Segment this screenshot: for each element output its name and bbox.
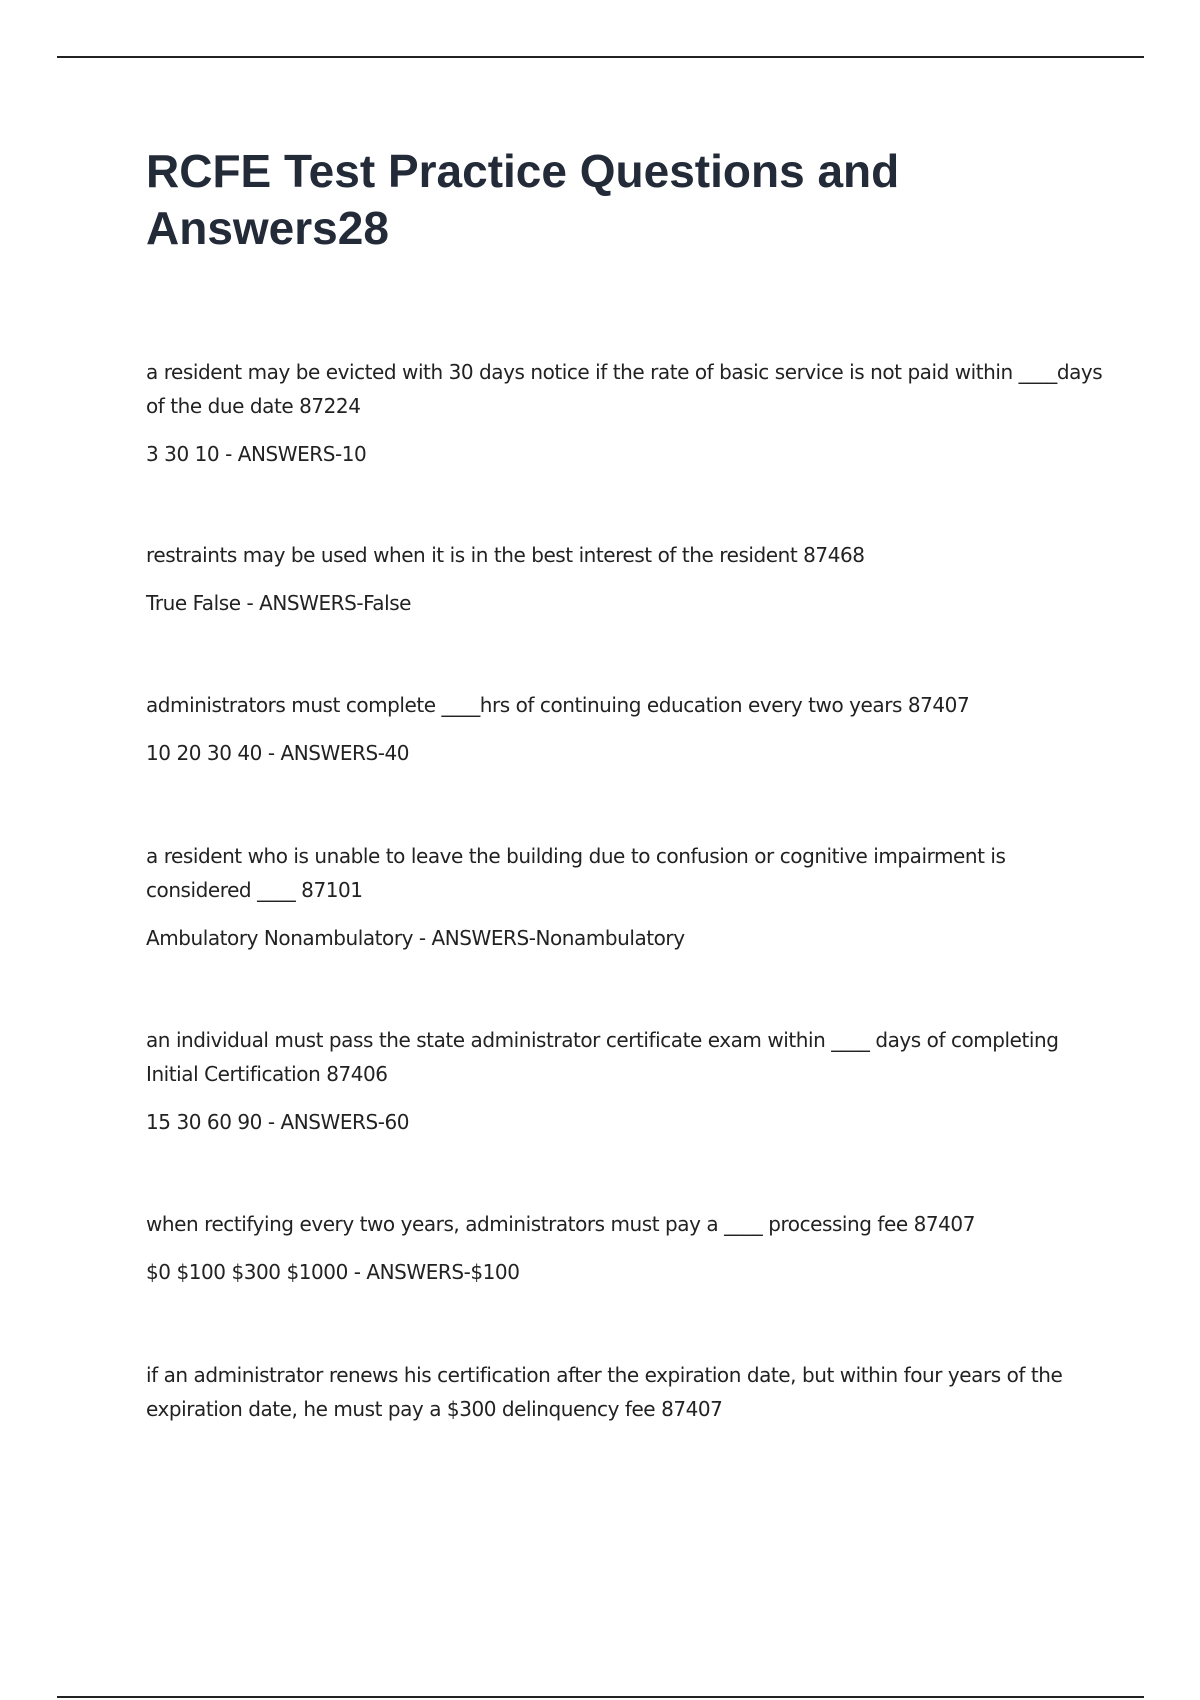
answer-text: 3 30 10 - ANSWERS-10 (146, 442, 367, 466)
answer-text: True False - ANSWERS-False (146, 591, 412, 615)
qa-item-7 (146, 1358, 1106, 1426)
question-text: restraints may be used when it is in the best interest of the resident 87468 (146, 543, 865, 567)
page-title: RCFE Test Practice Questions and Answers28 (146, 145, 900, 254)
answer-text: 10 20 30 40 - ANSWERS-40 (146, 741, 410, 765)
question-text: an individual must pass the state administrator certificate exam within ____ days of completing Initial Certification 87406 (146, 1028, 1059, 1086)
question-text: a resident who is unable to leave the building due to confusion or cognitive impairment is considered ____ 87101 (146, 844, 1006, 902)
question-text: administrators must complete ____hrs of continuing education every two years 87407 (146, 693, 970, 717)
qa-item-4 (146, 839, 1106, 955)
question-text: a resident may be evicted with 30 days notice if the rate of basic service is not paid within ____days of the due date 87224 (146, 360, 1103, 418)
question-text: if an administrator renews his certification after the expiration date, but within four years of the expiration date, he must pay a $300 delinquency fee 87407 (146, 1363, 1063, 1421)
answer-text: $0 $100 $300 $1000 - ANSWERS-$100 (146, 1260, 520, 1284)
qa-item-6 (146, 1207, 1106, 1289)
question-text: when rectifying every two years, administrators must pay a ____ processing fee 87407 (146, 1212, 975, 1236)
qa-item-1 (146, 355, 1106, 471)
qa-item-5 (146, 1023, 1106, 1139)
answer-text: 15 30 60 90 - ANSWERS-60 (146, 1110, 410, 1134)
bottom-rule (57, 1696, 1144, 1698)
top-rule (57, 56, 1144, 58)
qa-item-3 (146, 688, 1106, 770)
qa-item-2 (146, 538, 1106, 620)
answer-text: Ambulatory Nonambulatory - ANSWERS-Nonambulatory (146, 926, 685, 950)
